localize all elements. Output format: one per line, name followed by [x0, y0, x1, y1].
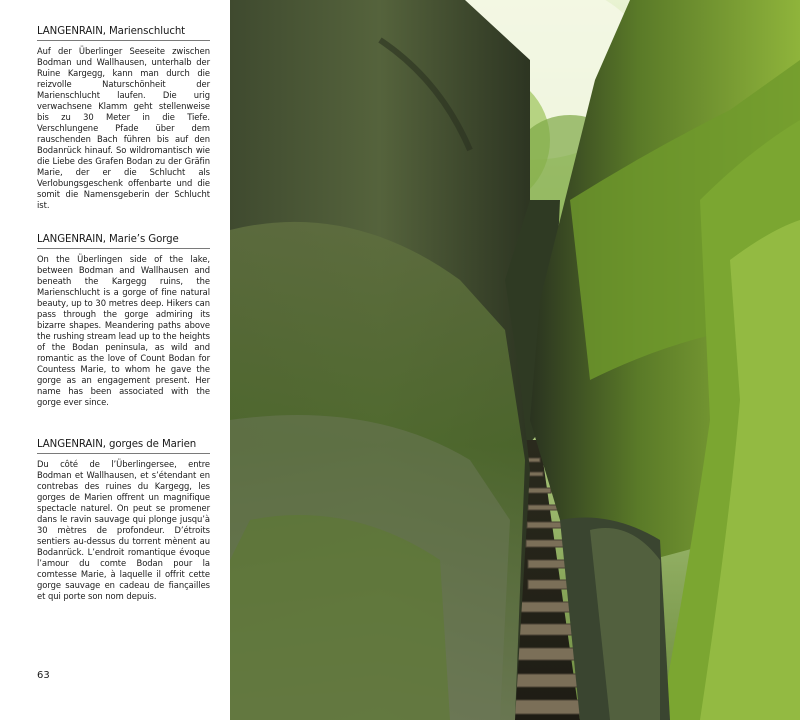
section-body-german: Auf der Überlinger Seeseite zwischen Bodman und Wallhausen, unterhalb der Ruine Kargegg, kann man durch die reizvolle Naturschönheit der Marienschlucht laufen. Die urig verwachsene Klamm geht stellenweise bis zu 30 Meter in die Tiefe. Verschlungene Pfade über dem rauschenden Bach führen bis auf den Bodanrück hinauf. So wildromantisch wie die Liebe des Grafen Bodan zu der Gräfin Marie, der er die Schlucht als Verlobungsgeschenk offenbarte und die somit die Namensgeberin der Schlucht ist.	[37, 46, 210, 210]
section-german	[37, 25, 210, 211]
section-body-french: Du côté de l’Überlingersee, entre Bodman et Wallhausen, et s’étendant en contrebas des ruines du Kargegg, les gorges de Marien offrent un magnifique spectacle naturel. On peut se promener dans le ravin sauvage qui plonge jusqu’à 30 mètres de profondeur. D’étroits sentiers au-dessus du torrent mènent au Bodanrück. L’endroit romantique évoque l’amour du comte Bodan pour la comtesse Marie, à laquelle il offrit cette gorge sauvage en cadeau de fiançailles et qui porte son nom depuis.	[37, 459, 210, 601]
section-english	[37, 233, 210, 408]
text-column	[0, 0, 230, 720]
gorge-photo	[230, 0, 800, 720]
section-french	[37, 438, 210, 602]
section-title-german: LANGENRAIN, Marienschlucht	[37, 25, 210, 41]
section-title-french: LANGENRAIN, gorges de Marien	[37, 438, 210, 454]
page-number: 63	[37, 670, 50, 681]
section-title-english: LANGENRAIN, Marie’s Gorge	[37, 233, 210, 249]
gorge-illustration	[230, 0, 800, 720]
section-body-english: On the Überlingen side of the lake, between Bodman and Wallhausen and beneath the Kargegg ruins, the Marienschlucht is a gorge of fine natural beauty, up to 30 metres deep. Hikers can pass through the gorge admiring its bizarre shapes. Meandering paths above the rushing stream lead up to the heights of the Bodan peninsula, as wild and romantic as the love of Count Bodan for Countess Marie, to whom he gave the gorge as an engagement present. Her name has been associated with the gorge ever since.	[37, 254, 210, 407]
